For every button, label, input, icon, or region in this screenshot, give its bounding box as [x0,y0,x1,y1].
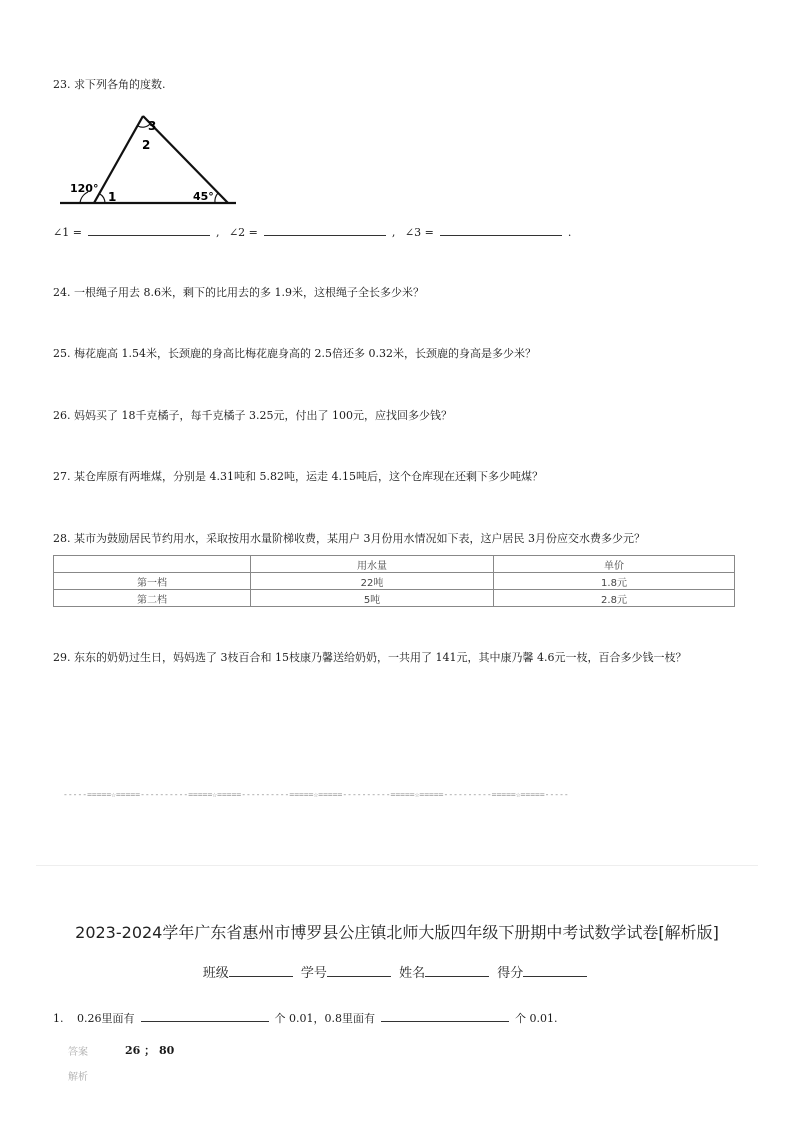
left-side [94,116,143,203]
table-header-row [54,556,735,573]
angle-2-blank[interactable] [264,225,386,236]
comma-2: , [391,226,396,239]
student-info-line [0,962,794,981]
water-fee-table [53,555,735,607]
table-cell: 5吨 [251,590,494,607]
table-cell: 1.8元 [494,573,735,590]
score-field[interactable] [523,964,587,977]
question-27-text: 27. 某仓库原有两堆煤，分别是 4.31吨和 5.82吨，运走 4.15吨后，这个仓库现在还剩下多少吨煤？ [53,470,543,483]
table-cell: 2.8元 [494,590,735,607]
question-1-part1: 0.26里面有 [77,1012,135,1025]
answer-label: 答案 [68,1047,88,1058]
angle-1-blank[interactable] [88,225,210,236]
class-label: 班级 [202,966,229,981]
question-29-text: 29. 东东的奶奶过生日，妈妈选了 3枝百合和 15枝康乃馨送给奶奶，一共用了 141元，其中康乃馨 4.6元一枝，百合多少钱一枝？ [53,651,687,664]
document-title: 2023-2024学年广东省惠州市博罗县公庄镇北师大版四年级下册期中考试数学试卷[解析版] [75,923,719,942]
table-cell: 第一档 [54,573,251,590]
label-3: 3 [148,119,157,133]
table-row [54,573,735,590]
question-1-number: 1. [53,1012,64,1025]
class-field[interactable] [229,964,293,977]
question-1-part3: 个 0.01. [514,1012,558,1025]
table-cell: 22吨 [251,573,494,590]
table-header-cell [54,556,251,573]
arc-1 [100,194,105,203]
table-row [54,590,735,607]
period: . [567,226,572,239]
table-cell: 第二档 [54,590,251,607]
page-separator [36,865,758,866]
angle-2-label: ∠2 = [228,226,258,239]
angle-3-blank[interactable] [440,225,562,236]
question-1 [53,1011,557,1026]
score-label: 得分 [497,966,524,981]
question-23-text: 23. 求下列各角的度数. [53,78,166,91]
question-28-text: 28. 某市为鼓励居民节约用水，采取按用水量阶梯收费，某用户 3月份用水情况如下表，这户居民 3月份应交水费多少元？ [53,532,645,545]
id-field[interactable] [327,964,391,977]
comma-1: , [215,226,220,239]
question-1-blank-2[interactable] [381,1011,509,1022]
label-45: 45° [193,190,214,203]
section-divider: -----=====☆=====----------=====☆=====----------=====☆=====----------=====☆=====----------=====☆=====----- [63,790,569,799]
id-label: 学号 [300,966,327,981]
name-label: 姓名 [399,966,426,981]
question-25-text: 25. 梅花鹿高 1.54米，长颈鹿的身高比梅花鹿身高的 2.5倍还多 0.32米，长颈鹿的身高是多少米？ [53,347,536,360]
question-1-part2: 个 0.01，0.8里面有 [274,1012,375,1025]
angle-1-label: ∠1 = [53,226,82,239]
analysis-label: 解析 [68,1072,88,1083]
label-120: 120° [70,182,99,195]
label-2: 2 [142,138,151,152]
question-1-blank-1[interactable] [141,1011,269,1022]
question-26-text: 26. 妈妈买了 18千克橘子，每千克橘子 3.25元，付出了 100元，应找回多少钱？ [53,409,452,422]
question-24-text: 24. 一根绳子用去 8.6米，剩下的比用去的多 1.9米，这根绳子全长多少米？ [53,286,424,299]
table-header-cell: 用水量 [251,556,494,573]
triangle-figure [58,110,242,210]
name-field[interactable] [425,964,489,977]
table-header-cell: 单价 [494,556,735,573]
arc-45 [215,193,218,203]
angle-3-label: ∠3 = [404,226,434,239]
answer-value: 26 ； 80 [125,1044,175,1057]
label-1: 1 [108,190,117,204]
angle-answer-line [53,225,571,239]
